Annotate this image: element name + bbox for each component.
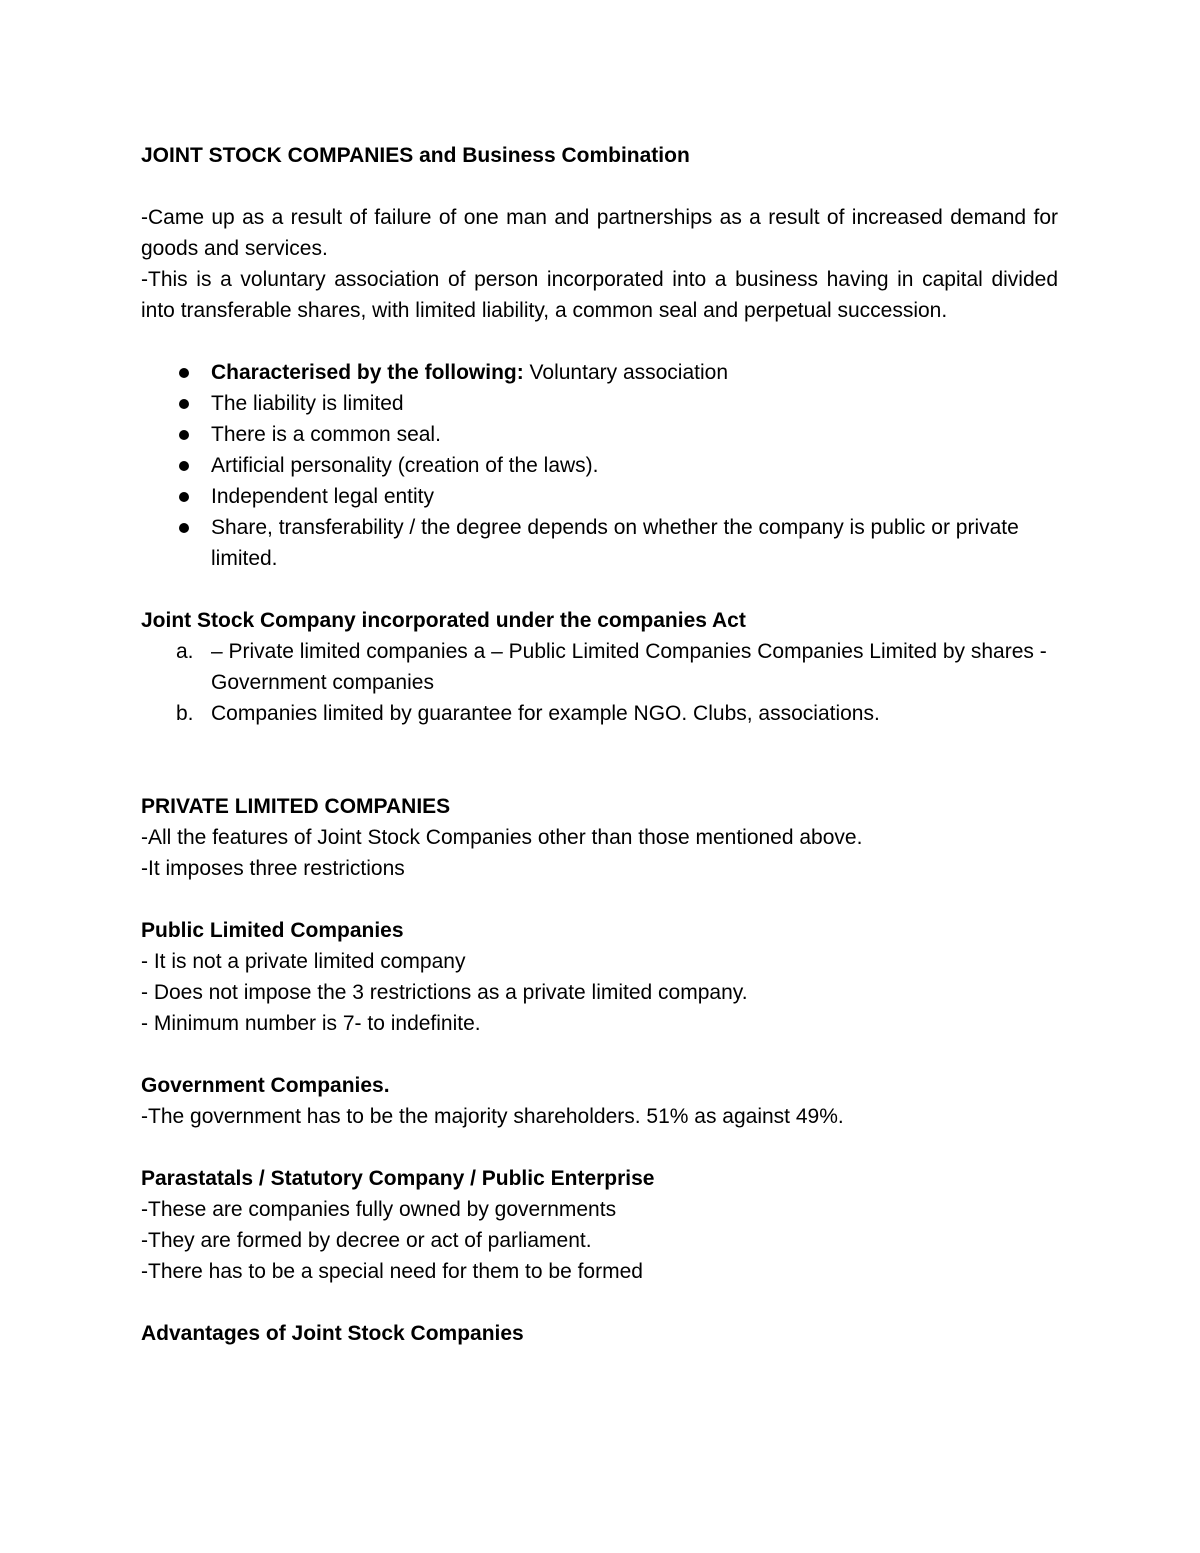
list-marker: a. (176, 640, 194, 663)
page-title: JOINT STOCK COMPANIES and Business Combination (141, 144, 690, 167)
characteristics-list (141, 357, 1058, 574)
public-limited-line: - Minimum number is 7- to indefinite. (141, 1012, 481, 1035)
list-item (141, 419, 1058, 450)
bullet-icon (179, 430, 189, 440)
list-item (141, 698, 1058, 729)
list-item (141, 450, 1058, 481)
public-limited-line: - Does not impose the 3 restrictions as a private limited company. (141, 981, 748, 1004)
list-item (141, 481, 1058, 512)
list-item-text: Independent legal entity (211, 485, 435, 508)
intro-paragraph-1: -Came up as a result of failure of one man and partnerships as a result of increased demand for goods and services. (141, 206, 1058, 260)
act-section-list (141, 636, 1058, 729)
advantages-heading: Advantages of Joint Stock Companies (141, 1322, 524, 1345)
list-item (141, 636, 1058, 698)
list-item-text: Companies limited by guarantee for example NGO. Clubs, associations. (211, 702, 880, 725)
list-item-text: Artificial personality (creation of the laws). (211, 454, 599, 477)
list-item-text: The liability is limited (211, 392, 404, 415)
list-item-text: There is a common seal. (211, 423, 441, 446)
public-limited-heading: Public Limited Companies (141, 919, 404, 942)
list-item (141, 357, 1058, 388)
list-marker: b. (176, 702, 194, 725)
bullet-icon (179, 523, 189, 533)
list-item-text: Share, transferability / the degree depends on whether the company is public or private limited. (211, 516, 1019, 570)
list-item-text: – Private limited companies a – Public Limited Companies Companies Limited by shares - Government companies (211, 640, 1047, 694)
characteristics-lead: Characterised by the following: (211, 361, 524, 384)
bullet-icon (179, 368, 189, 378)
government-line: -The government has to be the majority shareholders. 51% as against 49%. (141, 1105, 844, 1128)
list-item (141, 512, 1058, 574)
parastatals-line: -They are formed by decree or act of parliament. (141, 1229, 592, 1252)
bullet-icon (179, 461, 189, 471)
act-section-heading: Joint Stock Company incorporated under the companies Act (141, 609, 746, 632)
document-page (141, 140, 1058, 1349)
bullet-icon (179, 399, 189, 409)
public-limited-line: - It is not a private limited company (141, 950, 466, 973)
private-limited-line: -All the features of Joint Stock Companies other than those mentioned above. (141, 826, 863, 849)
characteristics-lead-rest: Voluntary association (523, 361, 729, 384)
bullet-icon (179, 492, 189, 502)
parastatals-heading: Parastatals / Statutory Company / Public Enterprise (141, 1167, 655, 1190)
private-limited-heading: PRIVATE LIMITED COMPANIES (141, 795, 451, 818)
intro-paragraph-2: -This is a voluntary association of person incorporated into a business having in capital divided into transferable shares, with limited liability, a common seal and perpetual succession. (141, 268, 1058, 322)
parastatals-line: -These are companies fully owned by governments (141, 1198, 617, 1221)
government-heading: Government Companies. (141, 1074, 390, 1097)
parastatals-line: -There has to be a special need for them to be formed (141, 1260, 643, 1283)
list-item (141, 388, 1058, 419)
private-limited-line: -It imposes three restrictions (141, 857, 405, 880)
